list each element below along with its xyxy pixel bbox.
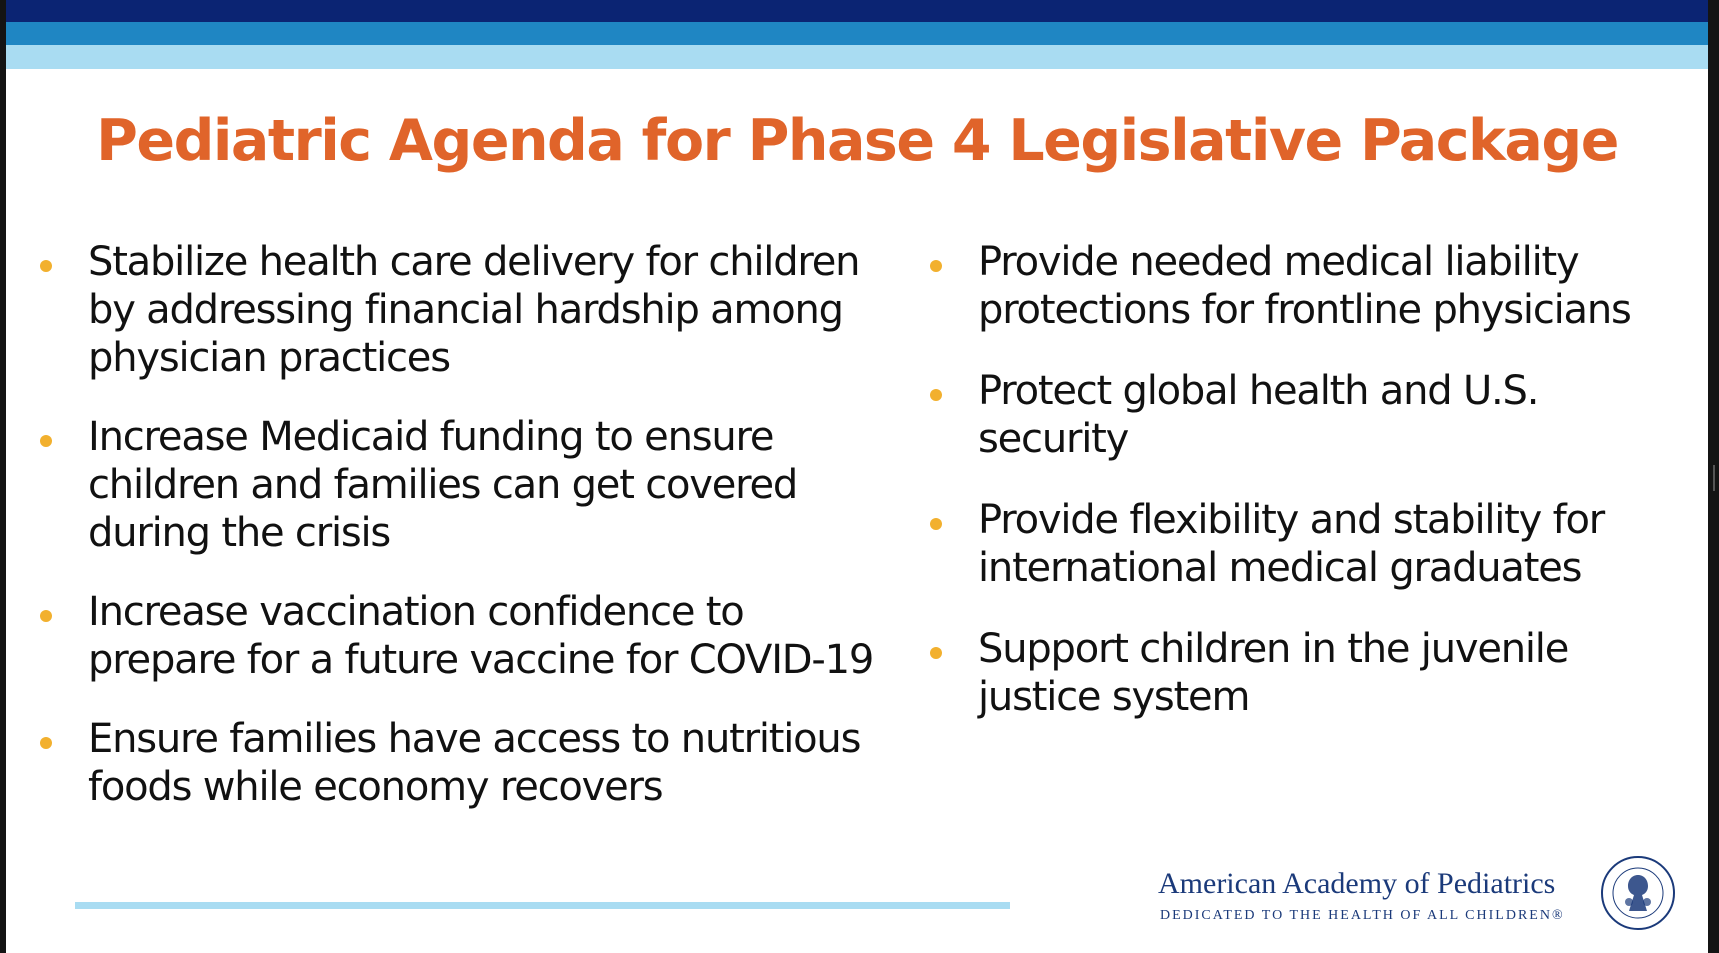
- header-band-blue: [6, 22, 1708, 45]
- right-bullet-list: [930, 238, 1690, 754]
- list-item: [930, 238, 1690, 334]
- org-tagline: DEDICATED TO THE HEALTH OF ALL CHILDREN®: [1160, 908, 1565, 923]
- list-item-text: Provide needed medical liability protections for frontline physicians: [978, 239, 1631, 333]
- bullet-icon: [930, 389, 942, 401]
- bullet-icon: [40, 610, 52, 622]
- list-item-text: Increase Medicaid funding to ensure children and families can get covered during the crisis: [88, 414, 798, 556]
- list-item-text: Stabilize health care delivery for children by addressing financial hardship among physician practices: [88, 239, 860, 381]
- list-item-text: Increase vaccination confidence to prepare for a future vaccine for COVID-19: [88, 589, 874, 683]
- bullet-icon: [930, 647, 942, 659]
- list-item-text: Protect global health and U.S. security: [978, 368, 1539, 462]
- list-item-text: Provide flexibility and stability for international medical graduates: [978, 497, 1605, 591]
- list-item: [40, 588, 900, 684]
- slide-title: Pediatric Agenda for Phase 4 Legislative Package: [96, 108, 1618, 174]
- org-name: American Academy of Pediatrics: [1158, 867, 1556, 900]
- header-band-light-blue: [6, 45, 1708, 69]
- list-item-text: Ensure families have access to nutritious foods while economy recovers: [88, 716, 861, 810]
- left-bullet-list: [40, 238, 900, 842]
- slide: [6, 0, 1708, 953]
- list-item: [930, 625, 1690, 721]
- header-band-navy: [6, 0, 1708, 22]
- list-item-text: Support children in the juvenile justice system: [978, 626, 1569, 720]
- bullet-icon: [930, 260, 942, 272]
- list-item: [40, 715, 900, 811]
- bullet-icon: [40, 260, 52, 272]
- list-item: [930, 367, 1690, 463]
- footer-divider: [75, 902, 1010, 909]
- list-item: [930, 496, 1690, 592]
- list-item: [40, 413, 900, 557]
- list-item: [40, 238, 900, 382]
- scroll-handle[interactable]: [1713, 465, 1715, 491]
- bullet-icon: [40, 435, 52, 447]
- aap-seal-logo: [1600, 855, 1676, 931]
- bullet-icon: [40, 737, 52, 749]
- bullet-icon: [930, 518, 942, 530]
